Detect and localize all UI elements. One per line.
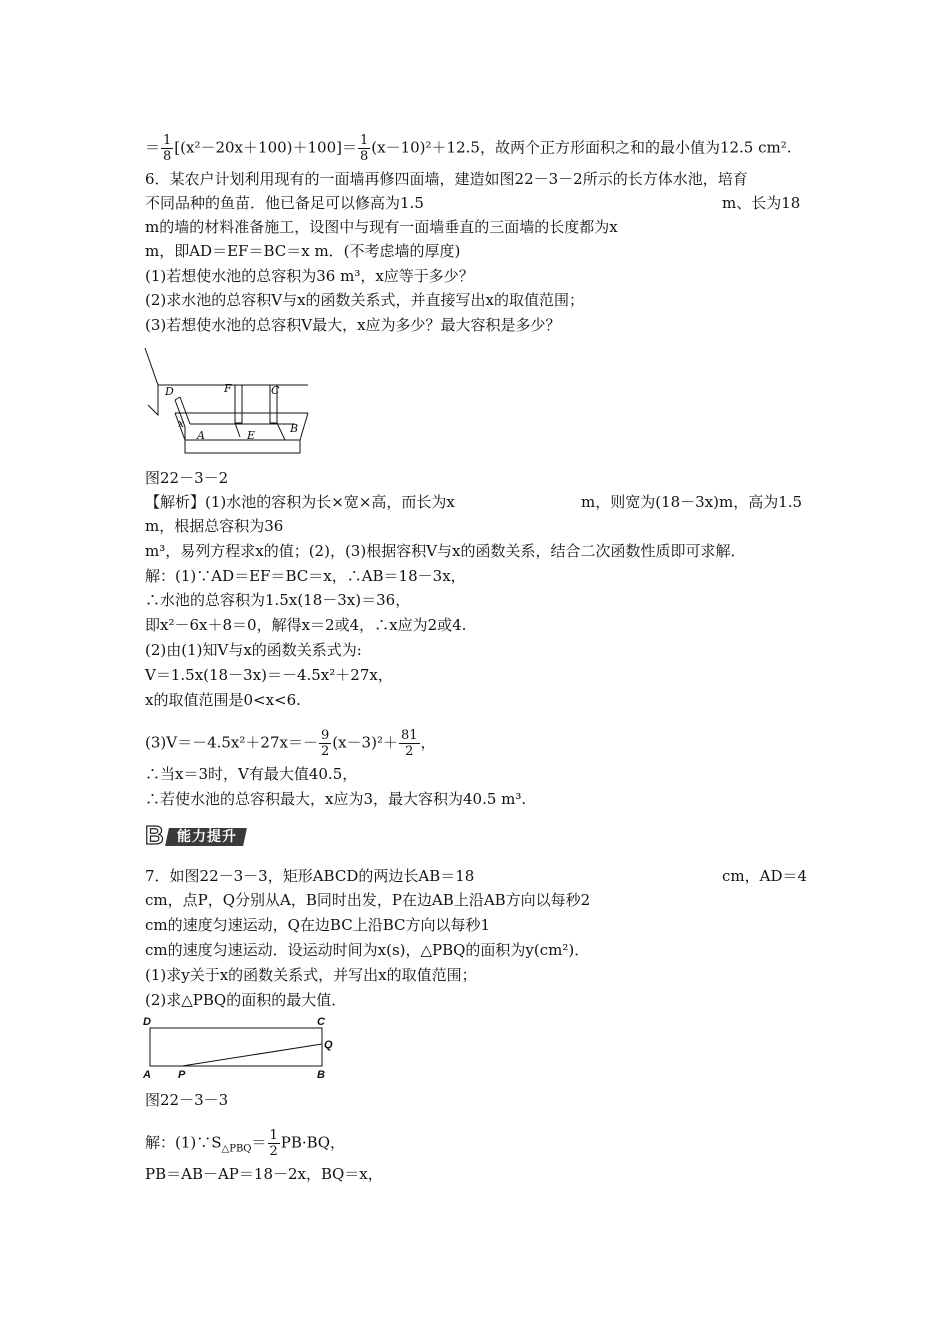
analysis-line3: m³，易列方程求x的值；(2)，(3)根据容积V与x的函数关系，结合二次函数性质即可求解． [145, 542, 746, 560]
label-Q: Q [324, 1039, 333, 1051]
solution6-line9: ∴若使水池的总容积最大，x应为3，最大容积为40.5 m³. [145, 790, 527, 808]
formula-line-min-area [145, 133, 792, 164]
label-B: B [290, 422, 299, 435]
text: (x－10)²＋12.5，故两个正方形面积之和的最小值为12.5 cm². [371, 138, 792, 157]
problem7-line1b: cm，AD＝4 [722, 867, 808, 885]
problem6-line4: m，即AD＝EF＝BC＝x m．(不考虑墙的厚度) [145, 242, 461, 260]
fraction-eightyone-halves [399, 728, 420, 759]
analysis-line1b: m，则宽为(18－3x)m，高为1.5 [581, 493, 803, 511]
denominator: 8 [163, 149, 172, 164]
fraction-one-half [268, 1128, 280, 1159]
figure-22-3-2 [140, 345, 310, 460]
problem6-line2b: m、长为18 [722, 194, 801, 212]
analysis-line1a: 【解析】(1)水池的容积为长×宽×高，而长为x [145, 493, 455, 511]
solution6-line2: ∴水池的总容积为1.5x(18－3x)＝36， [145, 591, 411, 609]
text: PB·BQ， [280, 1133, 346, 1152]
numerator: 1 [269, 1128, 278, 1143]
subscript: △PBQ [221, 1143, 252, 1155]
solution6-line4: (2)由(1)知V与x的函数关系式为: [145, 641, 362, 659]
numerator: 81 [400, 728, 418, 743]
label-E: E [247, 429, 256, 442]
denominator: 8 [360, 149, 369, 164]
badge-text: 能力提升 [177, 829, 237, 845]
numerator: 1 [360, 133, 369, 148]
label-P: P [178, 1069, 186, 1081]
label-B: B [317, 1069, 325, 1081]
denominator: 2 [269, 1144, 278, 1159]
denominator: 2 [320, 744, 330, 759]
question7-1: (1)求y关于x的函数关系式，并写出x的取值范围； [145, 966, 477, 984]
solution6-line6: x的取值范围是0<x<6. [145, 691, 301, 709]
problem6-line3: m的墙的材料准备施工，设图中与现有一面墙垂直的三面墙的长度都为x [145, 218, 618, 236]
figure-caption-22-3-3: 图22－3－3 [145, 1091, 229, 1109]
fraction-one-eighth [161, 133, 173, 164]
question6-1: (1)若想使水池的总容积为36 m³，x应等于多少？ [145, 267, 474, 285]
text: ＝ [145, 138, 161, 157]
label-x: x [178, 417, 185, 430]
label-D: D [165, 385, 174, 398]
figure-caption-22-3-2: 图22－3－2 [145, 469, 229, 487]
label-A: A [143, 1069, 151, 1081]
problem6-line1: 6．某农户计划利用现有的一面墙再修四面墙，建造如图22－3－2所示的长方体水池，培育 [145, 170, 748, 188]
text: ＝ [251, 1133, 267, 1152]
problem7-line4: cm的速度匀速运动．设运动时间为x(s)，△PBQ的面积为y(cm²)． [145, 941, 590, 959]
label-F: F [224, 382, 232, 395]
question6-2: (2)求水池的总容积V与x的函数关系式，并直接写出x的取值范围； [145, 291, 585, 309]
solution6-line7 [145, 728, 436, 759]
label-A: A [197, 429, 205, 442]
question7-2: (2)求△PBQ的面积的最大值． [145, 991, 347, 1009]
solution6-line3: 即x²－6x＋8＝0，解得x＝2或4，∴x应为2或4. [145, 616, 467, 634]
problem7-line1a: 7．如图22－3－3，矩形ABCD的两边长AB＝18 [145, 867, 475, 885]
solution7-line2: PB＝AB－AP＝18－2x，BQ＝x， [145, 1165, 383, 1183]
figure-22-3-3 [140, 1012, 340, 1082]
solution7-line1 [145, 1128, 345, 1160]
solution6-line1: 解：(1)∵AD＝EF＝BC＝x，∴AB＝18－3x， [145, 567, 466, 585]
problem6-line2a: 不同品种的鱼苗．他已备足可以修高为1.5 [145, 194, 424, 212]
solution6-line5: V＝1.5x(18－3x)＝－4.5x²＋27x， [145, 666, 393, 684]
fraction-nine-halves [319, 728, 331, 759]
text: 解：(1)∵S [145, 1133, 222, 1152]
problem7-line3: cm的速度匀速运动，Q在边BC上沿BC方向以每秒1 [145, 916, 491, 934]
fraction-one-eighth-2 [358, 133, 370, 164]
analysis-line2: m，根据总容积为36 [145, 517, 284, 535]
denominator: 2 [405, 744, 414, 759]
text: (x－3)²＋ [332, 733, 398, 752]
text: ， [420, 733, 436, 752]
text: (3)V＝－4.5x²＋27x＝－ [145, 733, 318, 752]
numerator: 1 [163, 133, 172, 148]
question6-3: (3)若想使水池的总容积V最大，x应为多少？最大容积是多少？ [145, 316, 561, 334]
numerator: 9 [320, 728, 330, 743]
section-badge-ability [145, 822, 245, 848]
text: [(x²－20x＋100)＋100]＝ [174, 138, 357, 157]
label-C: C [271, 384, 280, 397]
badge-letter: B [145, 820, 164, 850]
label-D: D [143, 1016, 151, 1028]
problem7-line2: cm，点P，Q分别从A，B同时出发，P在边AB上沿AB方向以每秒2 [145, 891, 591, 909]
solution6-line8: ∴当x＝3时，V有最大值40.5， [145, 765, 358, 783]
label-C: C [317, 1016, 325, 1028]
